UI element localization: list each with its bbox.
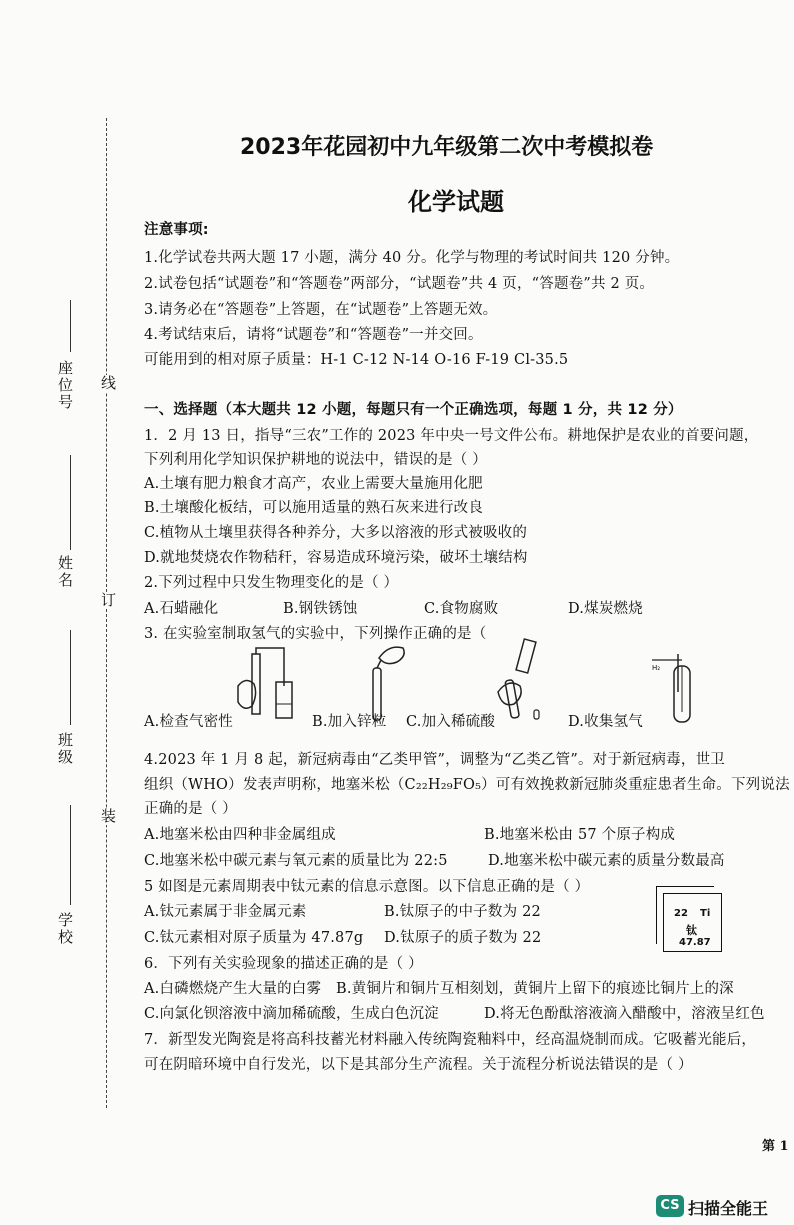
seat-number-blank [70, 300, 71, 352]
q6-option-d: D.将无色酚酞溶液滴入醋酸中，溶液呈红色 [484, 1006, 765, 1022]
binding-mark-zhuang: 装 [99, 808, 117, 825]
exam-subtitle: 化学试题 [408, 188, 504, 216]
note-item: 3.请务必在“答题卷”上答题，在“试题卷”上答题无效。 [144, 302, 498, 318]
note-item: 4.考试结束后，请将“试题卷”和“答题卷”一并交回。 [144, 327, 483, 343]
q6-option-b: B.黄铜片和铜片互相刻划，黄铜片上留下的痕迹比铜片上的深 [336, 981, 734, 997]
q2-option-d: D.煤炭燃烧 [568, 601, 643, 617]
q2-option-c: C.食物腐败 [424, 601, 499, 617]
class-blank [70, 630, 71, 725]
q1-option-b: B.土壤酸化板结，可以施用适量的熟石灰来进行改良 [144, 500, 484, 516]
hydrogen-collection-figure [648, 652, 698, 726]
school-blank [70, 805, 71, 905]
notes-heading: 注意事项: [144, 222, 209, 238]
section-heading: 一、选择题（本大题共 12 小题，每题只有一个正确选项，每题 1 分，共 12 分） [144, 402, 683, 418]
q4-stem: 组织（WHO）发表声明称，地塞米松（C₂₂H₂₉FO₅）可有效挽救新冠肺炎重症患者生命。下列说法 [144, 777, 790, 793]
exam-title: 2023年花园初中九年级第二次中考模拟卷 [240, 135, 654, 160]
scanner-watermark: 扫描全能王 [688, 1199, 769, 1218]
q5-stem: 5 如图是元素周期表中钛元素的信息示意图。以下信息正确的是（ ） [144, 879, 590, 895]
binding-line [106, 118, 107, 1108]
q3-option-b: B.加入锌粒 [312, 714, 387, 730]
acid-addition-figure [494, 636, 552, 726]
hydrogen-label: H₂ [652, 664, 661, 672]
school-label: 学校 [56, 912, 74, 946]
titanium-element-tile [663, 893, 722, 952]
q4-option-c: C.地塞米松中碳元素与氧元素的质量比为 22:5 [144, 853, 448, 869]
q5-option-d: D.钛原子的质子数为 22 [384, 930, 542, 946]
airtightness-check-figure [232, 646, 300, 722]
binding-mark-line: 线 [99, 375, 117, 392]
atomic-number: 22 [674, 908, 688, 919]
q4-option-b: B.地塞米松由 57 个原子构成 [484, 827, 676, 843]
q6-option-c: C.向氯化钡溶液中滴加稀硫酸，生成白色沉淀 [144, 1006, 439, 1022]
binding-mark-ding: 订 [99, 592, 117, 609]
q1-option-d: D.就地焚烧农作物秸秆，容易造成环境污染，破坏土壤结构 [144, 550, 528, 566]
page-number: 第 1 [762, 1139, 789, 1154]
element-symbol: Ti [700, 908, 711, 919]
name-label: 姓名 [56, 555, 74, 589]
q1-stem: 1．2 月 13 日，指导“三农”工作的 2023 年中央一号文件公布。耕地保护是农业的首要问题， [144, 428, 759, 444]
q2-stem: 2.下列过程中只发生物理变化的是（ ） [144, 575, 399, 591]
note-item: 1.化学试卷共两大题 17 小题，满分 40 分。化学与物理的考试时间共 120 分钟。 [144, 250, 680, 266]
q3-option-a: A.检查气密性 [144, 714, 233, 730]
name-blank [70, 455, 71, 550]
q1-option-a: A.土壤有肥力粮食才高产，农业上需要大量施用化肥 [144, 476, 483, 492]
q2-option-a: A.石蜡融化 [144, 601, 219, 617]
q3-option-c: C.加入稀硫酸 [406, 714, 496, 730]
q5-option-c: C.钛元素相对原子质量为 47.87g [144, 930, 364, 946]
q5-option-b: B.钛原子的中子数为 22 [384, 904, 541, 920]
q4-stem: 4.2023 年 1 月 8 起，新冠病毒由“乙类甲管”，调整为“乙类乙管”。对于新冠病毒，世卫 [144, 752, 725, 768]
q3-stem: 3. 在实验室制取氢气的实验中，下列操作正确的是（ [144, 626, 487, 642]
q6-stem: 6．下列有关实验现象的描述正确的是（ ） [144, 956, 423, 972]
q4-option-d: D.地塞米松中碳元素的质量分数最高 [488, 853, 725, 869]
q1-stem: 下列利用化学知识保护耕地的说法中，错误的是（ ） [144, 452, 487, 468]
q7-stem: 可在阴暗环境中自行发光，以下是其部分生产流程。关于流程分析说法错误的是（ ） [144, 1057, 693, 1073]
q2-option-b: B.钢铁锈蚀 [283, 601, 358, 617]
element-name: 钛 [686, 924, 697, 937]
q6-option-a: A.白磷燃烧产生大量的白雾 [144, 981, 322, 997]
q3-option-d: D.收集氢气 [568, 714, 643, 730]
q4-option-a: A.地塞米松由四种非金属组成 [144, 827, 336, 843]
q4-stem: 正确的是（ ） [144, 801, 238, 817]
seat-number-label: 座位号 [56, 360, 74, 411]
atomic-mass: 47.87 [679, 937, 711, 948]
q1-option-c: C.植物从土壤里获得各种养分，大多以溶液的形式被吸收的 [144, 525, 528, 541]
q7-stem: 7．新型发光陶瓷是将高科技蓄光材料融入传统陶瓷釉料中，经高温烧制而成。它吸蓄光能后， [144, 1032, 757, 1048]
camscanner-logo-icon: CS [656, 1195, 684, 1217]
class-label: 班级 [56, 732, 74, 766]
atomic-mass-line: 可能用到的相对原子质量：H-1 C-12 N-14 O-16 F-19 Cl-35.5 [144, 352, 569, 368]
q5-option-a: A.钛元素属于非金属元素 [144, 904, 307, 920]
note-item: 2.试卷包括“试题卷”和“答题卷”两部分，“试题卷”共 4 页，“答题卷”共 2 页。 [144, 276, 655, 292]
